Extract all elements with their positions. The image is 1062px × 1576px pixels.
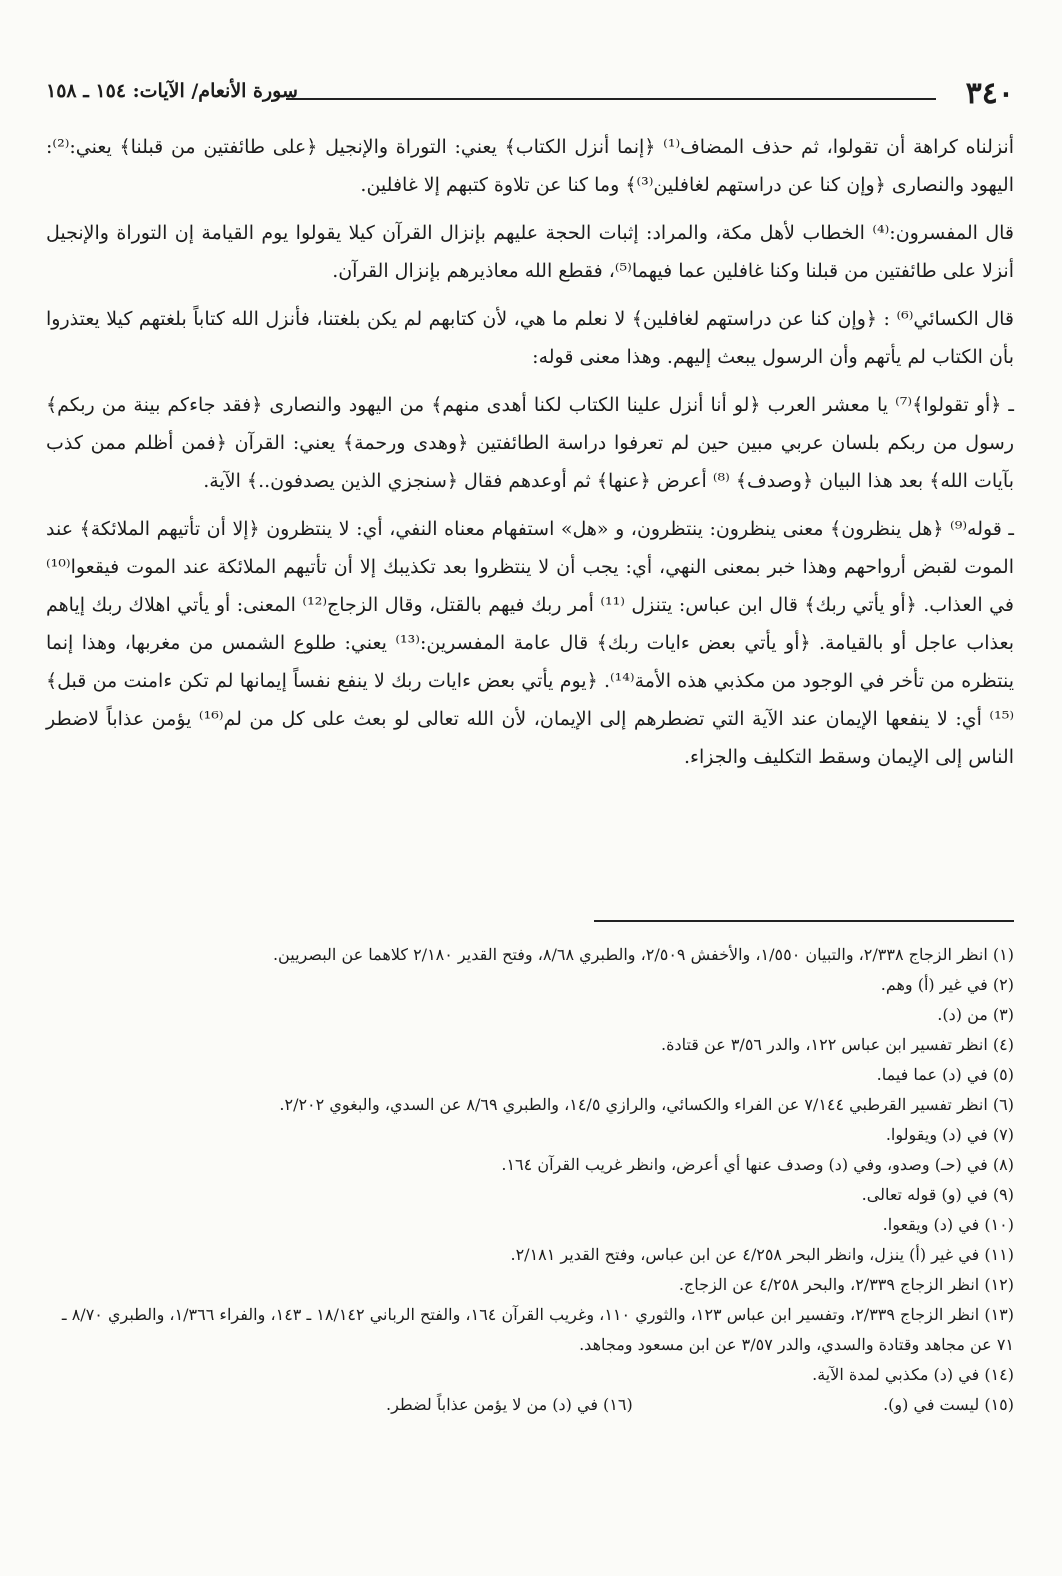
paragraph: قال الكسائي⁽⁶⁾ : ﴿وإن كنا عن دراستهم لغافلين﴾ لا نعلم ما هي، لأن كتابهم لم يكن بلغتنا، فأنزل الله كتاباً بلغتهم كيلا يعتذروا بأن الكتاب لم يأتهم وأن الرسول يبعث إليهم. وهذا معنى قوله: <box>46 308 1015 368</box>
main-text <box>46 128 1014 786</box>
header-rule <box>286 98 936 100</box>
footnote: (٤) انظر تفسير ابن عباس ١٢٢، والدر ٣/٥٦ عن قتادة. <box>660 1035 1014 1054</box>
footnote: (١١) في غير (أ) ينزل، وانظر البحر ٤/٢٥٨ عن ابن عباس، وفتح القدير ٢/١٨١. <box>510 1245 1014 1264</box>
footnote-row <box>386 1390 1014 1420</box>
running-title: سورة الأنعام/ الآيات: ١٥٤ ـ ١٥٨ <box>46 80 298 102</box>
paragraph: ـ قوله⁽⁹⁾ ﴿هل ينظرون﴾ معنى ينظرون: ينتظرون، و «هل» استفهام معناه النفي، أي: لا ينتظرون ﴿إلا أن تأتيهم الملائكة﴾ عند الموت لقبض أرواحهم وهذا خبر بمعنى النهي، أي: يجب أن لا ينتظروا بعد تكذيبك إلا أن تأتيهم الملائكة عند الموت فيقعوا⁽¹⁰⁾ في العذاب. ﴿أو يأتي ربك﴾ قال ابن عباس: يتنزل ⁽¹¹⁾ أمر ربك فيهم بالقتل، وقال الزجاج⁽¹²⁾ المعنى: أو يأتي اهلاك ربك إياهم بعذاب عاجل أو بالقيامة. ﴿أو يأتي بعض ءايات ربك﴾ قال عامة المفسرين:⁽¹³⁾ يعني: طلوع الشمس من مغربها، وهذا إنما ينتظره من تأخر في الوجود من مكذبي هذه الأمة⁽¹⁴⁾. ﴿يوم يأتي بعض ءايات ربك لا ينفع نفساً إيمانها لم تكن ءامنت من قبل﴾⁽¹⁵⁾ أي: لا ينفعها الإيمان عند الآية التي تضطرهم إلى الإيمان، لأن الله تعالى لو بعث على كل من لم⁽¹⁶⁾ يؤمن عذاباً لاضطر الناس إلى الإيمان وسقط التكليف والجزاء. <box>46 518 1014 768</box>
footnote: (١) انظر الزجاج ٢/٣٣٨، والتبيان ١/٥٥٠، والأخفش ٢/٥٠٩، والطبري ٨/٦٨، وفتح القدير ٢/١٨٠ كلاهما عن البصريين. <box>272 945 1014 964</box>
footnote: (٨) في (حـ) وصدو، وفي (د) وصدف عنها أي أعرض، وانظر غريب القرآن ١٦٤. <box>501 1155 1014 1174</box>
paragraph: أنزلناه كراهة أن تقولوا، ثم حذف المضاف⁽¹⁾ ﴿إنما أنزل الكتاب﴾ يعني: التوراة والإنجيل ﴿على طائفتين من قبلنا﴾ يعني:⁽²⁾: اليهود والنصارى ﴿وإن كنا عن دراستهم لغافلين⁽³⁾﴾ وما كنا عن تلاوة كتبهم إلا غافلين. <box>46 136 1014 196</box>
footnote: (١٢) انظر الزجاج ٢/٣٣٩، والبحر ٤/٢٥٨ عن الزجاج. <box>678 1275 1014 1294</box>
footnote: (٩) في (و) قوله تعالى. <box>861 1185 1014 1204</box>
paragraph: ـ ﴿أو تقولوا﴾⁽⁷⁾ يا معشر العرب ﴿لو أنا أنزل علينا الكتاب لكنا أهدى منهم﴾ من اليهود والنصارى ﴿فقد جاءكم بينة من ربكم﴾ رسول من ربكم بلسان عربي مبين حين لم تعرفوا دراسة الطائفتين ﴿وهدى ورحمة﴾ يعني: القرآن ﴿فمن أظلم ممن كذب بآيات الله﴾ بعد هذا البيان ﴿وصدف﴾ ⁽⁸⁾ أعرض ﴿عنها﴾ ثم أوعدهم فقال ﴿سنجزي الذين يصدفون..﴾ الآية. <box>46 394 1015 492</box>
page-number: ٣٤٠ <box>965 76 1014 111</box>
footnote-divider <box>594 920 1014 922</box>
footnote: (١٣) انظر الزجاج ٢/٣٣٩، وتفسير ابن عباس ١٢٣، والثوري ١١٠، وغريب القرآن ١٦٤، والفتح الرباني ١٨/١٤٢ ـ ١٤٣، والفراء ١/٣٦٦، والطبري ٨/٧٠ ـ ٧١ عن مجاهد وقتادة والسدي، والدر ٣/٥٧ عن ابن مسعود ومجاهد. <box>61 1305 1014 1354</box>
footnote: (٥) في (د) عما فيما. <box>876 1065 1014 1084</box>
footnote: (١٦) في (د) من لا يؤمن عذاباً لضطر. <box>386 1395 633 1414</box>
footnote: (٧) في (د) ويقولوا. <box>885 1125 1014 1144</box>
footnote: (١٠) في (د) ويقعوا. <box>882 1215 1014 1234</box>
footnote: (١٤) في (د) مكذبي لمدة الآية. <box>812 1365 1014 1384</box>
footnotes <box>46 940 1014 1420</box>
footnote: (٦) انظر تفسير القرطبي ٧/١٤٤ عن الفراء والكسائي، والرازي ١٤/٥، والطبري ٨/٦٩ عن السدي، والبغوي ٢/٢٠٢. <box>279 1095 1014 1114</box>
footnote: (٣) من (د). <box>937 1005 1014 1024</box>
paragraph: قال المفسرون:⁽⁴⁾ الخطاب لأهل مكة، والمراد: إثبات الحجة عليهم بإنزال القرآن كيلا يقولوا يوم القيامة إن التوراة والإنجيل أنزلا على طائفتين من قبلنا وكنا غافلين عما فيهما⁽⁵⁾، فقطع الله معاذيرهم بإنزال القرآن. <box>46 222 1014 282</box>
page-header <box>46 74 1014 114</box>
footnote: (٢) في غير (أ) وهم. <box>880 975 1014 994</box>
footnote: (١٥) ليست في (و). <box>883 1395 1014 1414</box>
